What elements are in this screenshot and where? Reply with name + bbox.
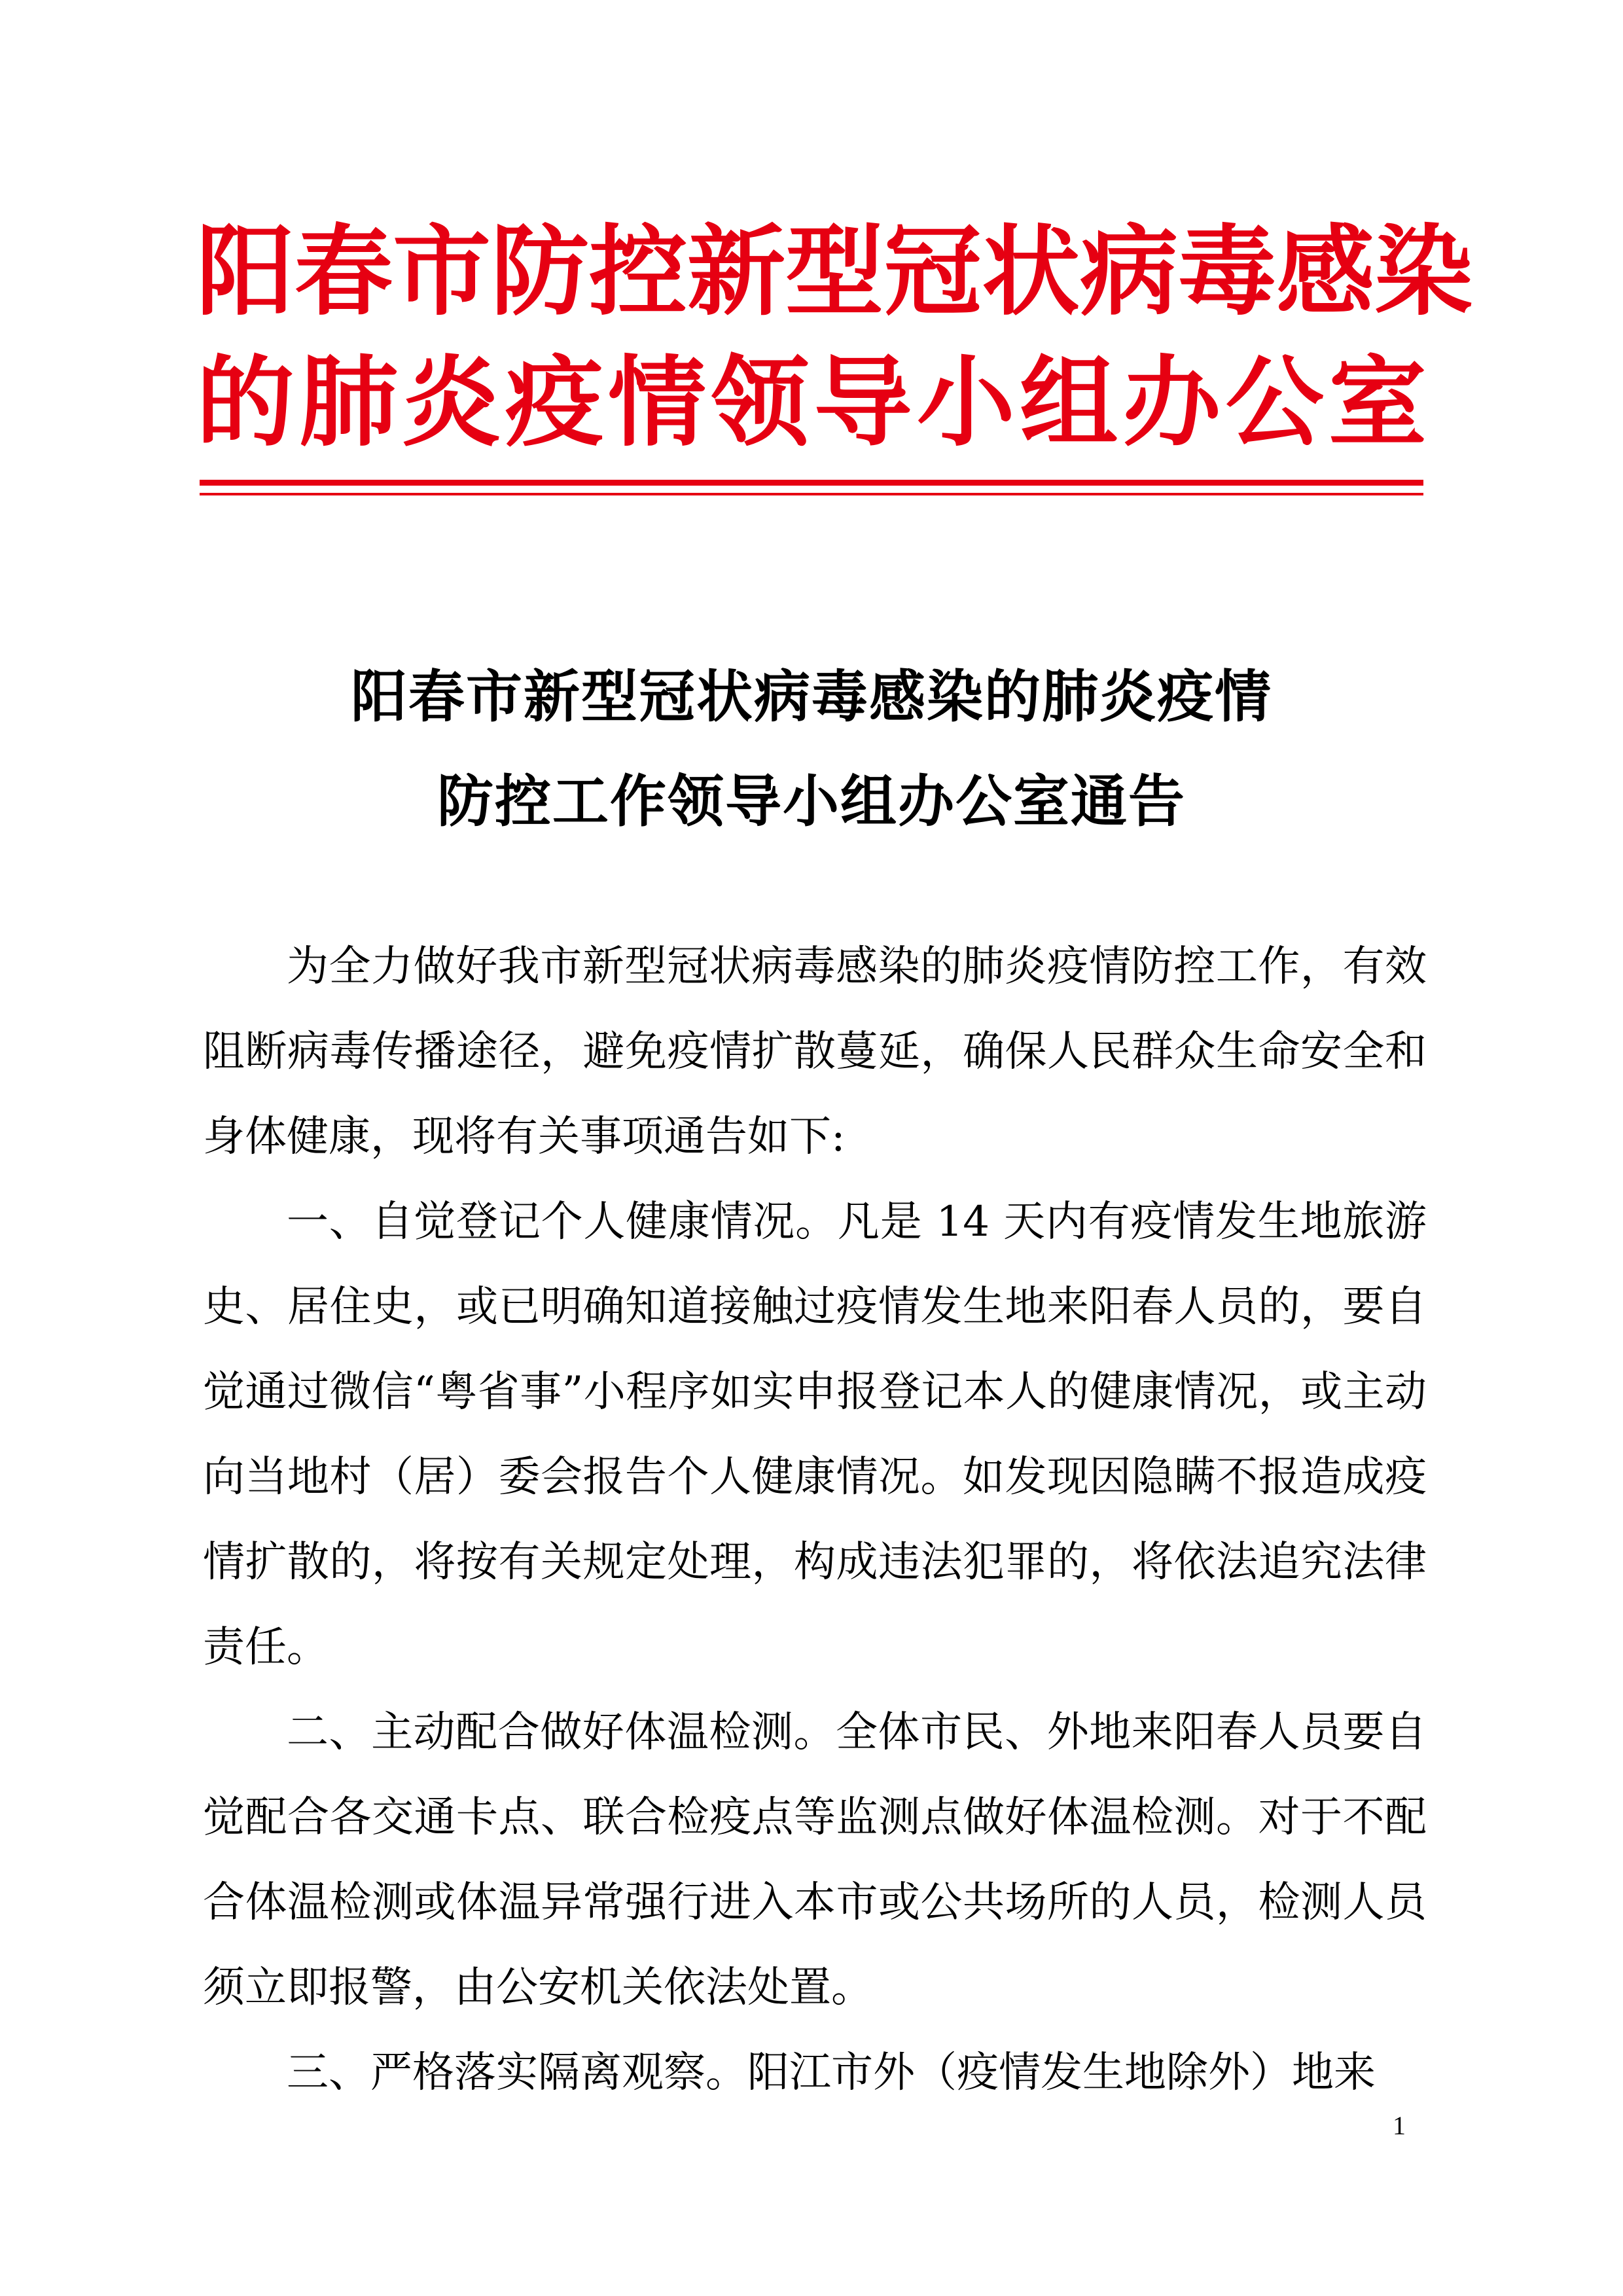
masthead-line-1	[196, 214, 1473, 329]
masthead-char: 肺	[299, 345, 398, 460]
masthead-char: 疫	[505, 345, 603, 460]
masthead-char: 型	[785, 214, 884, 329]
masthead-char: 病	[1080, 214, 1179, 329]
page-number: 1	[1393, 2111, 1406, 2140]
section-text-2: 。全体市民、外地来阳春人员要自觉配合各交通卡点、联合检疫点等监测点做好体温检测。对于不配合体温检测或体温异常强行进入本市或公共场所的人员，检测人员须立即报警，由公安机关依法处置。	[203, 1708, 1427, 2012]
document-title-line-1: 阳春市新型冠状病毒感染的肺炎疫情	[351, 664, 1272, 730]
intro-paragraph: 为全力做好我市新型冠状病毒感染的肺炎疫情防控工作，有效阻断病毒传播途径，避免疫情扩散蔓延，确保人民群众生命安全和身体健康，现将有关事项通告如下:	[203, 942, 1427, 1161]
masthead-char: 室	[1328, 345, 1427, 460]
section-paragraph-3	[203, 2030, 1427, 2115]
masthead-char: 小	[916, 345, 1015, 460]
masthead-char: 组	[1020, 345, 1118, 460]
masthead-char: 阳	[196, 214, 295, 329]
masthead-char: 办	[1122, 345, 1221, 460]
red-masthead	[196, 214, 1473, 460]
document-title-line-2: 防控工作领导小组办公室通告	[437, 768, 1186, 834]
masthead-line-2	[196, 347, 1427, 458]
section-heading-2: 二、主动配合做好体温检测	[287, 1708, 794, 1757]
document-body	[203, 924, 1427, 2115]
section-text-3: 。阳江市外（疫情发生地除外）地来	[705, 2049, 1376, 2097]
masthead-rule-thin	[200, 493, 1423, 495]
masthead-char: 的	[196, 345, 295, 460]
masthead-char: 情	[608, 345, 707, 460]
masthead-rule-thick	[200, 480, 1423, 486]
section-paragraph-2	[203, 1690, 1427, 2030]
masthead-char: 感	[1276, 214, 1375, 329]
masthead-char: 公	[1225, 345, 1324, 460]
masthead-char: 控	[589, 214, 688, 329]
masthead-char: 毒	[1178, 214, 1277, 329]
masthead-char: 炎	[402, 345, 501, 460]
section-text-1: 。凡是 14 天内有疫情发生地旅游史、居住史，或已明确知道接触过疫情发生地来阳春人员的，要自觉通过微信“粤省事”小程序如实申报登记本人的健康情况，或主动向当地村（居）委会报告个人健康情况。如发现因隐瞒不报造成疫情扩散的，将按有关规定处理，构成违法犯罪的，将依法追究法律责任。	[203, 1198, 1427, 1672]
masthead-char: 市	[393, 214, 491, 329]
masthead-char: 领	[711, 345, 810, 460]
masthead-char: 导	[813, 345, 912, 460]
masthead-char: 防	[491, 214, 590, 329]
masthead-char: 状	[982, 214, 1080, 329]
section-paragraph-1	[203, 1179, 1427, 1690]
masthead-char: 冠	[883, 214, 982, 329]
document-title	[196, 645, 1427, 854]
masthead-char: 春	[294, 214, 393, 329]
section-heading-1: 一、自觉登记个人健康情况	[287, 1198, 796, 1246]
masthead-char: 染	[1374, 214, 1473, 329]
masthead-char: 新	[687, 214, 786, 329]
section-heading-3: 三、严格落实隔离观察	[287, 2049, 705, 2097]
